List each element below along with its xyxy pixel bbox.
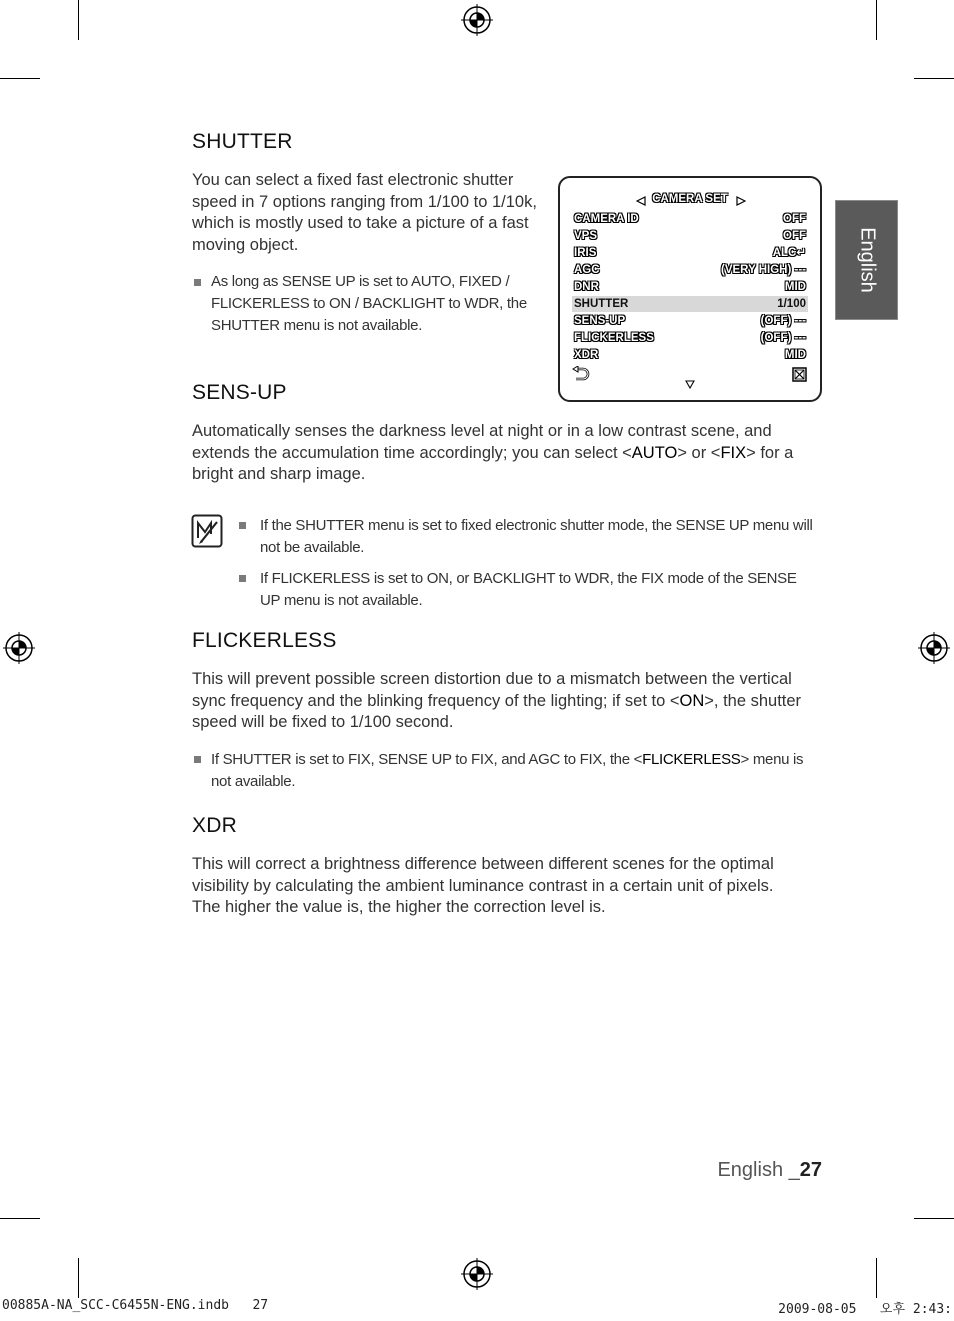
registration-mark-icon <box>918 632 950 664</box>
keyword-on: ON <box>679 691 705 710</box>
crop-mark <box>876 0 877 40</box>
keyword-fix: FIX <box>720 443 747 462</box>
page-footer <box>717 1159 822 1182</box>
osd-row-agc[interactable]: AGC (VERY HIGH) --- <box>574 264 806 276</box>
registration-mark-icon <box>3 632 35 664</box>
note-bullet <box>239 522 246 529</box>
section-title-flickerless: FLICKERLESS <box>192 629 337 652</box>
camera-set-osd-menu <box>558 176 822 402</box>
print-info-right: 2009-08-05 오후 2:43: <box>778 1302 952 1317</box>
crop-mark <box>78 1258 79 1298</box>
section-title-sens-up: SENS-UP <box>192 381 287 404</box>
note-bullet <box>194 756 201 763</box>
sens-up-note-1: If the SHUTTER menu is set to fixed electronic shutter mode, the SENSE UP menu will not be available. <box>260 517 813 556</box>
osd-row-shutter[interactable]: SHUTTER 1/100 <box>574 298 806 310</box>
crop-mark <box>914 1218 954 1219</box>
return-icon[interactable] <box>572 366 590 382</box>
note-icon <box>191 514 223 548</box>
section-title-xdr: XDR <box>192 814 237 837</box>
sens-up-note-2: If FLICKERLESS is set to ON, or BACKLIGHT to WDR, the FIX mode of the SENSE UP menu is not available. <box>260 570 797 609</box>
registration-mark-icon <box>461 4 493 36</box>
print-info-left: 00885A-NA_SCC-C6455N-ENG.indb 27 <box>2 1298 269 1313</box>
exit-icon[interactable] <box>792 367 807 382</box>
shutter-body: You can select a fixed fast electronic shutter speed in 7 options ranging from 1/100 to 1/10k, which is mostly used to take a picture of a fast moving object. <box>192 171 537 254</box>
shutter-note: As long as SENSE UP is set to AUTO, FIXED / FLICKERLESS to ON / BACKLIGHT to WDR, the SHUTTER menu is not available. <box>211 273 527 334</box>
osd-row-xdr[interactable]: XDR MID <box>574 349 806 361</box>
note-bullet <box>239 575 246 582</box>
sens-up-body: Automatically senses the darkness level at night or in a low contrast scene, and extends the accumulation time accordingly; you can select <AUTO> or <FIX> for a bright and sharp image. <box>192 422 794 483</box>
page-footer-label: English _ <box>717 1159 800 1181</box>
osd-menu-title: CAMERA SET <box>652 193 728 205</box>
down-arrow-icon <box>685 380 695 389</box>
osd-row-camera-id[interactable]: CAMERA ID OFF <box>574 213 806 225</box>
osd-row-dnr[interactable]: DNR MID <box>574 281 806 293</box>
crop-mark <box>78 0 79 40</box>
registration-mark-icon <box>461 1258 493 1290</box>
section-title-shutter: SHUTTER <box>192 130 293 153</box>
osd-row-vps[interactable]: VPS OFF <box>574 230 806 242</box>
flickerless-body: This will prevent possible screen distortion due to a mismatch between the vertical sync frequency and the blinking frequency of the lighting; if set to <ON>, the shutter speed will be fixed to 1/100 second. <box>192 670 802 731</box>
note-bullet <box>194 279 201 286</box>
osd-row-flickerless[interactable]: FLICKERLESS (OFF) --- <box>574 332 806 344</box>
language-tab-label: English <box>856 227 878 293</box>
crop-mark <box>0 78 40 79</box>
crop-mark <box>914 78 954 79</box>
crop-mark <box>876 1258 877 1298</box>
page-number: 27 <box>799 1159 822 1181</box>
osd-row-iris[interactable]: IRIS ALC↵ <box>574 247 806 259</box>
language-tab <box>835 200 898 320</box>
xdr-body: This will correct a brightness difference between different scenes for the optimal visibility by calculating the ambient luminance contrast in a certain unit of pixels. The higher the value is, the higher the correction level is. <box>192 855 774 916</box>
crop-mark <box>0 1218 40 1219</box>
flickerless-note: If SHUTTER is set to FIX, SENSE UP to FIX, and AGC to FIX, the <FLICKERLESS> menu is not available. <box>211 751 804 790</box>
right-arrow-icon <box>736 196 746 206</box>
keyword-auto: AUTO <box>631 443 678 462</box>
osd-row-sens-up[interactable]: SENS-UP (OFF) --- <box>574 315 806 327</box>
keyword-flickerless: FLICKERLESS <box>642 751 741 768</box>
